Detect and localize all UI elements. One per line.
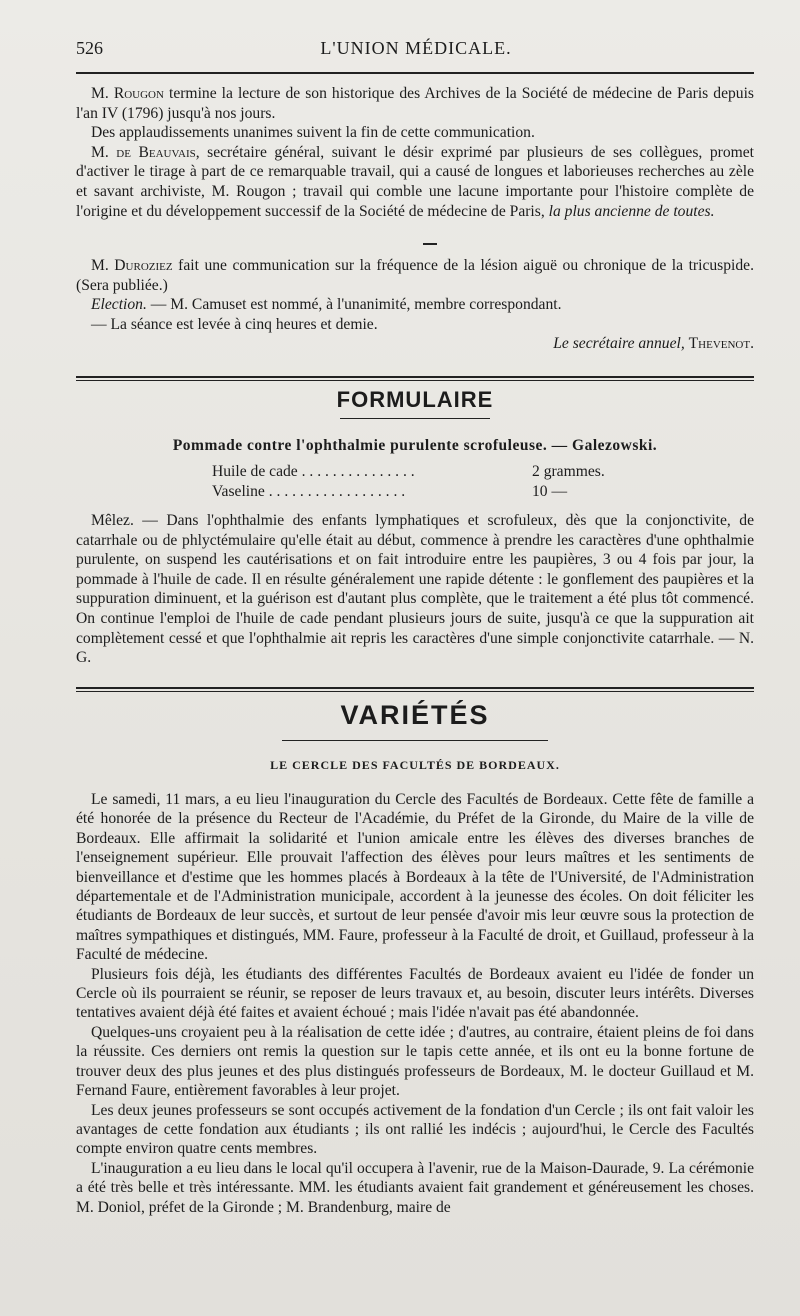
article-body [76,790,754,1217]
running-title: L'UNION MÉDICALE. [320,38,512,58]
section-rule [76,380,754,381]
recipe-instructions: Mêlez. — Dans l'ophthalmie des enfants lymphatiques et scrofuleux, dès que la conjonctivite, de catarrhale ou de phlyctémulaire qu'elle était au début, commence à prendre les caractères d'une ophthalmie purulente, on suspend les cautérisations et on fait introduire entre les paupières, 3 ou 4 fois par jour, la pommade à l'huile de cade. Il en résulte généralement une rapide détente : le gonflement des paupières et la suppuration diminuent, et la guérison est d'autant plus complète, que le traitement a été plus tôt commencé. On continue l'emploi de l'huile de cade pendant plusieurs jours de suite, jusqu'à ce que la suppuration ait complètement cessé et que l'ophthalmie ait repris les caractères d'une simple conjonctivite catarrhale. — N. G. [76,512,754,667]
minutes-paragraph: Des applaudissements unanimes suivent la fin de cette communication. [91,124,535,142]
minutes-section [76,84,754,221]
article-paragraph: Plusieurs fois déjà, les étudiants des différentes Facultés de Bordeaux avaient eu l'idée de fonder un Cercle où ils pourraient se réunir, se reposer de leurs travaux et, au besoin, discuter leurs intérêts. Diverses tentatives avaient déjà été faites et avaient échoué ; mais l'idée n'avait pas été abandonnée. [76,965,754,1022]
article-title: LE CERCLE DES FACULTÉS DE BORDEAUX. [270,758,560,772]
minutes-paragraph: M. de Beauvais, secrétaire général, suivant le désir exprimé par plusieurs de ses collègues, promet d'activer le tirage à part de ce remarquable travail, qui a causé de longues et laborieuses recherches au zèle et savant archiviste, M. Rougon ; travail qui comble une lacune importante pour l'histoire complète de l'origine et du développement successif de la Société de médecine de Paris, la plus ancienne de toutes. [76,143,755,220]
formulaire-title: FORMULAIRE [336,387,494,412]
minutes-paragraph: Election. — M. Camuset est nommé, à l'unanimité, membre correspondant. [91,296,562,314]
page-header [76,30,756,66]
section-rule [76,687,754,689]
article-paragraph: Quelques-uns croyaient peu à la réalisation de cette idée ; d'autres, au contraire, étaient pleins de foi dans la réussite. Ces derniers ont remis la question sur le tapis cette année, et ils ont eu la bonne fortune de trouver deux des plus jeunes et des plus distingués professeurs de Bordeaux, M. le docteur Guillaud et M. Fernand Faure, entièrement favorables à leur projet. [76,1023,754,1100]
varietes-title: VARIÉTÉS [340,700,490,730]
article-paragraph: L'inauguration a eu lieu dans le local qu'il occupera à l'avenir, rue de la Maison-Daurade, 9. La cérémonie a été très belle et très intéressante. MM. les étudiants avaient fait grandement et généreusement les choses. M. Doniol, préfet de la Gironde ; M. Brandenburg, maire de [76,1159,754,1216]
section-rule [76,691,754,692]
separator-dash [423,243,437,245]
title-underline [340,418,490,419]
minutes-continued [76,256,754,354]
signature: Le secrétaire annuel, Thevenot. [553,335,754,353]
section-rule [76,376,754,378]
minutes-paragraph: M. Duroziez fait une communication sur la fréquence de la lésion aiguë ou chronique de la tricuspide. (Sera publiée.) [76,257,754,294]
header-rule [76,72,754,74]
minutes-paragraph: M. Rougon termine la lecture de son historique des Archives de la Société de médecine de Paris depuis l'an IV (1796) jusqu'à nos jours. [76,85,754,122]
page-number: 526 [76,38,103,58]
ingredient-row: Vaseline . . . . . . . . . . . . . . . . . . 10 — [212,482,568,500]
title-underline [282,740,548,741]
ingredient-list [212,462,632,501]
minutes-paragraph: — La séance est levée à cinq heures et demie. [91,315,378,333]
article-paragraph: Les deux jeunes professeurs se sont occupés activement de la fondation d'un Cercle ; ils ont fait valoir les avantages de cette fondation aux étudiants ; ils ont rallié les indécis ; aujourd'hui, le Cercle des Facultés compte environ quatre cents membres. [76,1101,754,1158]
ingredient-row: Huile de cade . . . . . . . . . . . . . . . 2 grammes. [212,463,605,480]
article-paragraph: Le samedi, 11 mars, a eu lieu l'inauguration du Cercle des Facultés de Bordeaux. Cette fête de famille a été honorée de la présence du Recteur de l'Académie, du Préfet de la Gironde, du Maire de la ville de Bordeaux. Elle affirmait la solidarité et l'union amicale entre les élèves des diverses branches de l'enseignement supérieur. Elle prouvait l'affection des élèves pour leurs maîtres et les sentiments de bienveillance et d'estime que les hommes placés à Bordeaux à la tête de l'Université, de l'Administration départementale et de l'Administration municipale, accordent à la jeunesse des écoles. On doit féliciter les étudiants de Bordeaux de leur succès, et surtout de leur pensée d'avoir mis leur œuvre sous la protection de maîtres sympathiques et distingués, MM. Faure, professeur à la Faculté de droit, et Guillaud, professeur à la Faculté de médecine. [76,791,754,964]
recipe-title: Pommade contre l'ophthalmie purulente scrofuleuse. — Galezowski. [172,437,658,454]
